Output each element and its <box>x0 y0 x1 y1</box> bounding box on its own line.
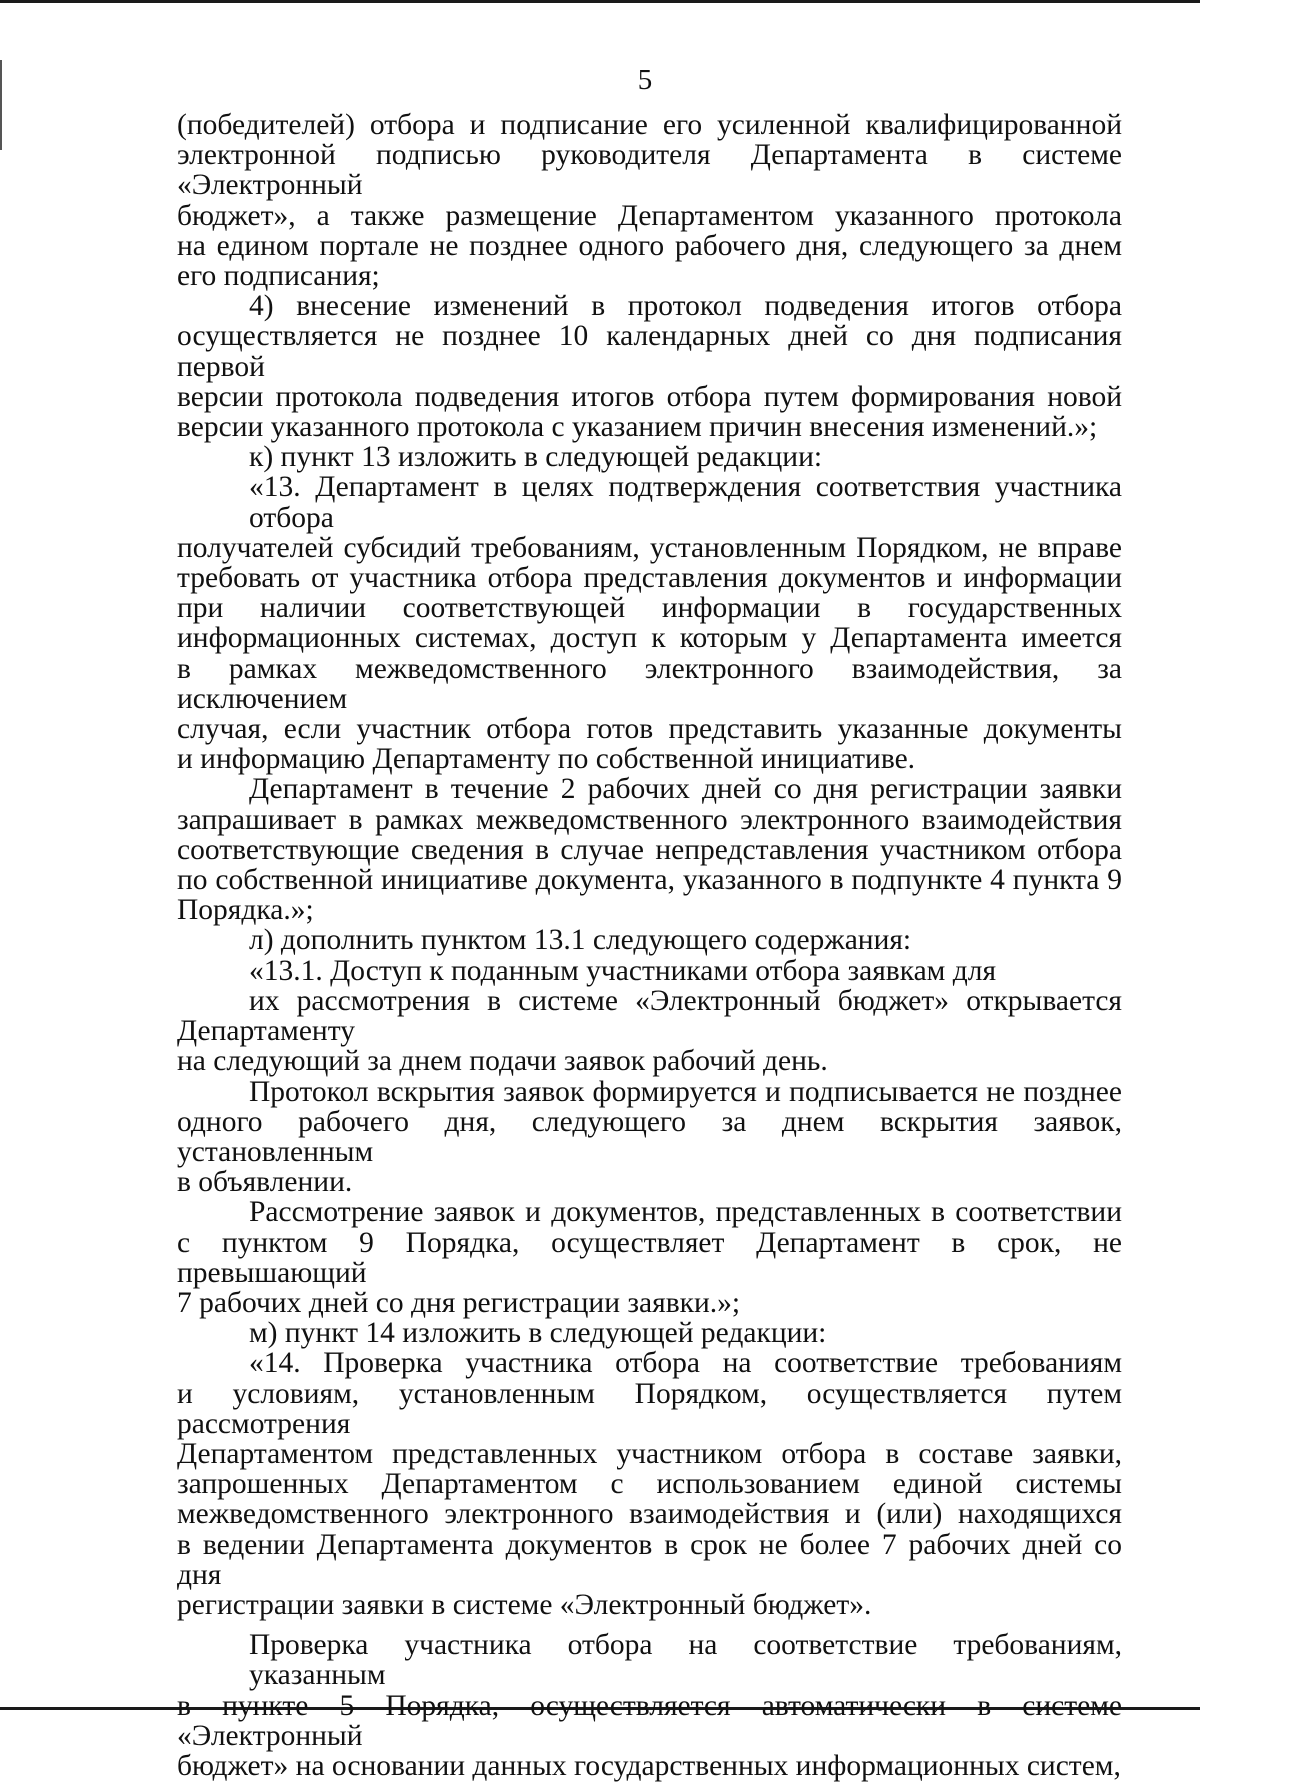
text-line: электронной подписью руководителя Департамента в системе «Электронный <box>177 139 1122 202</box>
text-line: его подписания; <box>177 260 380 293</box>
text-line: регистрации заявки в системе «Электронный бюджет». <box>177 1588 872 1621</box>
text-line: и информацию Департаменту по собственной инициативе. <box>177 743 916 776</box>
text-line: 4) внесение изменений в протокол подведения итогов отбора <box>249 290 1122 323</box>
text-line: в пункте 5 Порядка, осуществляется автоматически в системе «Электронный <box>177 1689 1122 1752</box>
paragraph <box>177 110 1122 291</box>
text-line: информационных системах, доступ к которым у Департамента имеется <box>177 622 1122 655</box>
text-line: и условиям, установленным Порядком, осуществляется путем рассмотрения <box>177 1377 1122 1440</box>
text-line: бюджет» на основании данных государственных информационных систем, <box>177 1749 1121 1782</box>
paragraph <box>177 1630 1122 1781</box>
paragraph <box>177 1318 1122 1348</box>
text-line: версии указанного протокола с указанием причин внесения изменений.»; <box>177 411 1098 444</box>
text-line: Проверка участника отбора на соответствие требованиям, указанным <box>249 1629 1122 1692</box>
text-line: случая, если участник отбора готов представить указанные документы <box>177 713 1122 746</box>
text-line: «14. Проверка участника отбора на соответствие требованиям <box>249 1347 1122 1380</box>
text-line: межведомственного электронного взаимодействия и (или) находящихся <box>177 1498 1122 1531</box>
text-line: бюджет», а также размещение Департаментом указанного протокола <box>177 199 1122 232</box>
text-line: Департамент в течение 2 рабочих дней со дня регистрации заявки <box>249 773 1122 806</box>
text-line: соответствующие сведения в случае непредставления участником отбора <box>177 833 1122 866</box>
text-line: Рассмотрение заявок и документов, представленных в соответствии <box>249 1196 1122 1229</box>
text-line: получателей субсидий требованиям, установленным Порядком, не вправе <box>177 531 1122 564</box>
text-line: «13. Департамент в целях подтверждения соответствия участника отбора <box>249 471 1122 534</box>
text-line: при наличии соответствующей информации в государственных <box>177 592 1122 625</box>
text-line: (победителей) отбора и подписание его усиленной квалифицированной <box>177 109 1122 141</box>
paragraph <box>177 1348 1122 1620</box>
text-line: л) дополнить пунктом 13.1 следующего содержания: <box>249 924 912 957</box>
text-line: Протокол вскрытия заявок формируется и подписывается не позднее <box>249 1075 1122 1108</box>
text-line: их рассмотрения в системе «Электронный бюджет» открывается <box>249 984 1122 1017</box>
text-line: запрошенных Департаментом с использованием единой системы <box>177 1468 1122 1501</box>
paragraph <box>177 925 1122 955</box>
paragraph <box>177 986 1122 1046</box>
text-line: Порядка.»; <box>177 894 314 927</box>
text-line: Департаментом представленных участником отбора в составе заявки, <box>177 1437 1122 1470</box>
paragraph <box>177 1077 1122 1198</box>
text-line: в ведении Департамента документов в срок не более 7 рабочих дней со дня <box>177 1528 1122 1591</box>
text-line: к) пункт 13 изложить в следующей редакции: <box>249 441 823 474</box>
paragraph <box>177 442 1122 472</box>
paragraph <box>177 1197 1122 1318</box>
text-line: в объявлении. <box>177 1166 353 1199</box>
text-line: на едином портале не позднее одного рабочего дня, следующего за днем <box>177 229 1122 262</box>
text-line: требовать от участника отбора представления документов и информации <box>177 562 1122 595</box>
text-line: версии протокола подведения итогов отбора путем формирования новой <box>177 380 1122 413</box>
paragraph <box>177 774 1122 925</box>
text-line: 7 рабочих дней со дня регистрации заявки.»; <box>177 1286 741 1319</box>
text-line: м) пункт 14 изложить в следующей редакции: <box>249 1317 827 1350</box>
document-body <box>177 110 1122 1781</box>
text-line: Департаменту <box>177 1015 355 1048</box>
page-number: 5 <box>637 64 653 96</box>
text-line: в рамках межведомственного электронного взаимодействия, за исключением <box>177 652 1122 715</box>
text-line: с пунктом 9 Порядка, осуществляет Департамент в срок, не превышающий <box>177 1226 1122 1289</box>
text-line: «13.1. Доступ к поданным участниками отбора заявкам для <box>249 954 997 987</box>
paragraph <box>177 472 1122 774</box>
paragraph <box>177 1046 1122 1076</box>
text-line: на следующий за днем подачи заявок рабочий день. <box>177 1045 828 1078</box>
text-line: осуществляется не позднее 10 календарных дней со дня подписания первой <box>177 320 1122 383</box>
paragraph <box>177 956 1122 986</box>
text-line: по собственной инициативе документа, указанного в подпункте 4 пункта 9 <box>177 864 1122 897</box>
text-line: одного рабочего дня, следующего за днем вскрытия заявок, установленным <box>177 1105 1122 1168</box>
paragraph <box>177 291 1122 442</box>
scan-edge-top <box>0 0 1200 3</box>
text-line: запрашивает в рамках межведомственного электронного взаимодействия <box>177 803 1122 836</box>
